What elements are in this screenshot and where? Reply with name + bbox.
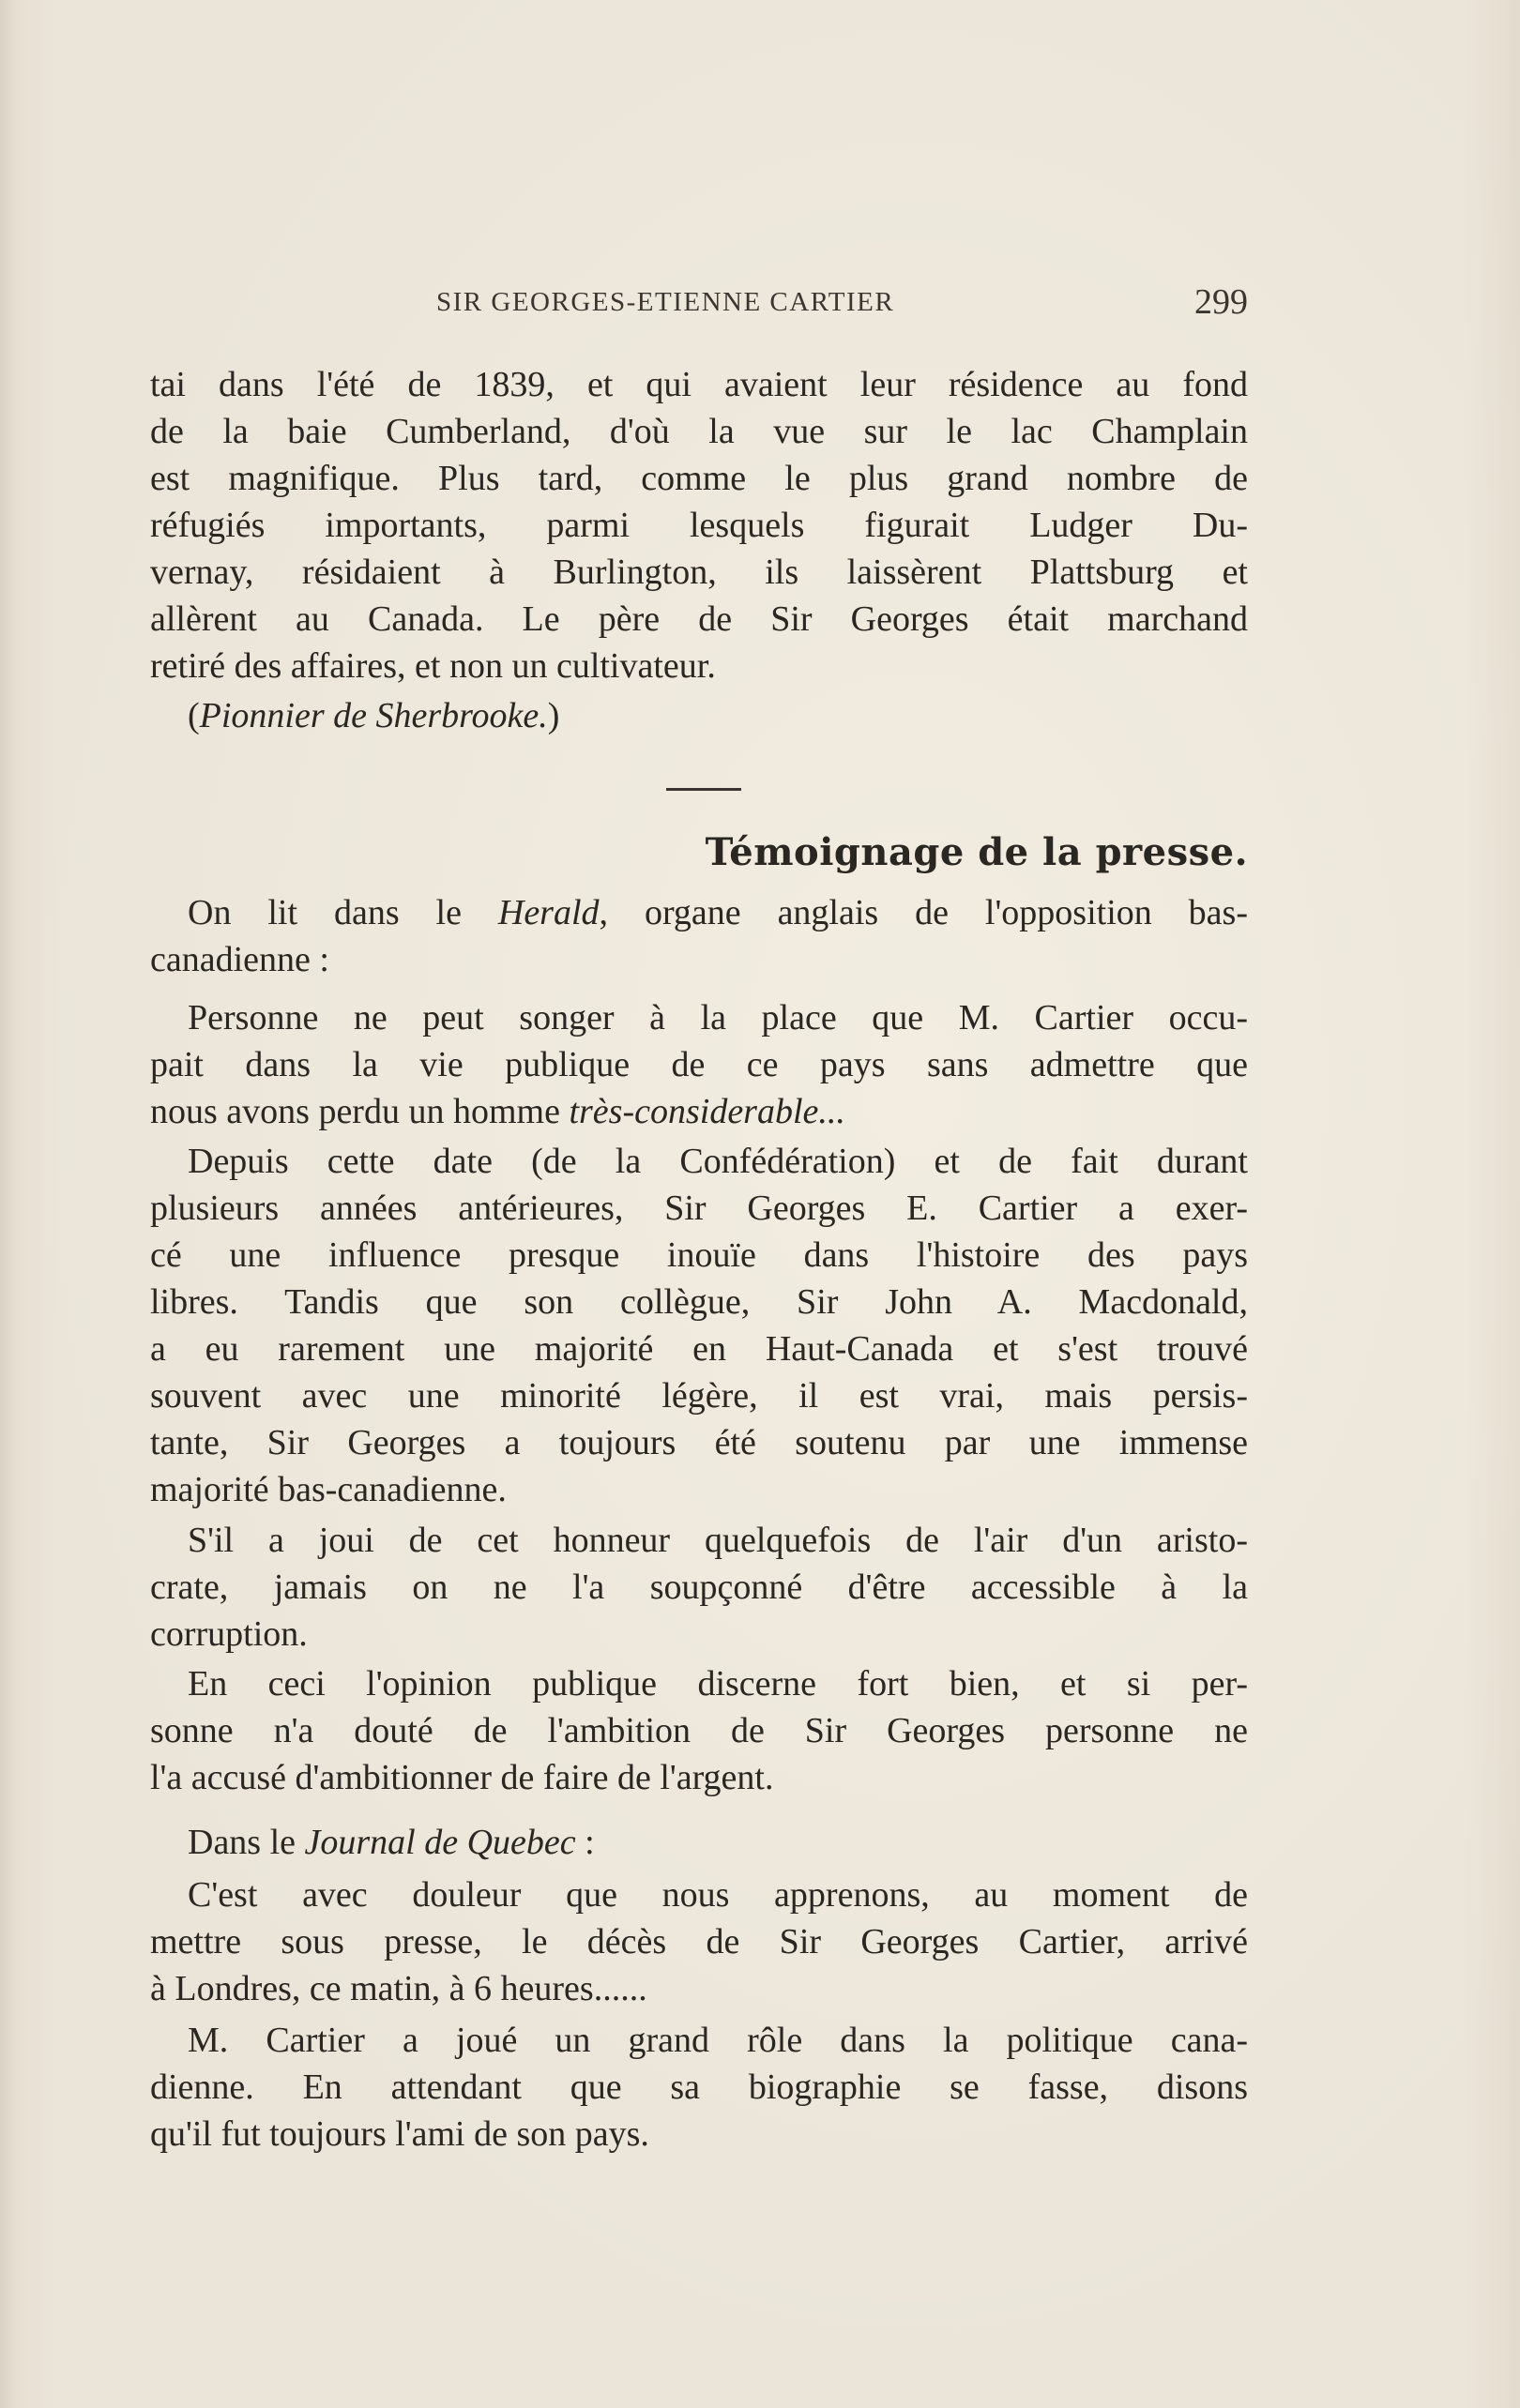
quote-herald-1 xyxy=(150,994,1248,1135)
text-line: de la baie Cumberland, d'où la vue sur le lac Champlain xyxy=(150,412,1248,451)
text-line: canadienne : xyxy=(150,940,329,979)
text-line: majorité bas-canadienne. xyxy=(150,1470,507,1509)
text-line: sonne n'a douté de l'ambition de Sir Georges personne ne xyxy=(150,1711,1248,1750)
running-title: SIR GEORGES-ETIENNE CARTIER xyxy=(436,287,895,317)
intro-text: : xyxy=(575,1823,595,1862)
quote-journal-1 xyxy=(150,1871,1248,2012)
text-line: C'est avec douleur que nous apprenons, au moment de xyxy=(188,1875,1248,1915)
text-line: plusieurs années antérieures, Sir Georges E. Cartier a exer- xyxy=(150,1189,1248,1228)
text-line xyxy=(150,1819,1248,1866)
citation-source xyxy=(188,692,559,739)
text-line: M. Cartier a joué un grand rôle dans la politique cana- xyxy=(188,2021,1248,2060)
quote-emphasis: très-considerable... xyxy=(569,1092,845,1131)
text-line: cé une influence presque inouïe dans l'histoire des pays xyxy=(150,1235,1248,1275)
intro-herald xyxy=(150,889,1248,983)
citation-open: ( xyxy=(188,696,200,735)
text-line: tante, Sir Georges a toujours été soutenu par une immense xyxy=(150,1423,1248,1462)
text-line: tai dans l'été de 1839, et qui avaient leur résidence au fond xyxy=(150,365,1248,404)
text-line xyxy=(150,889,1248,936)
quote-herald-3 xyxy=(150,1517,1248,1658)
text-line: pait dans la vie publique de ce pays sans admettre que xyxy=(150,1045,1248,1084)
intro-text: , organe anglais de l'opposition bas- xyxy=(599,893,1248,932)
quote-herald-4 xyxy=(150,1660,1248,1801)
intro-text: Dans le xyxy=(188,1823,305,1862)
quote-text: nous avons perdu un homme xyxy=(150,1092,570,1131)
text-line: l'a accusé d'ambitionner de faire de l'argent. xyxy=(150,1758,774,1797)
section-divider xyxy=(666,788,741,791)
intro-journal-quebec xyxy=(150,1819,1248,1866)
citation-title: Pionnier de Sherbrooke. xyxy=(199,696,548,735)
intro-text: On lit dans le xyxy=(188,893,498,932)
text-line xyxy=(150,1088,1248,1135)
text-line: libres. Tandis que son collègue, Sir John A. Macdonald, xyxy=(150,1282,1248,1322)
text-line: retiré des affaires, et non un cultivateur. xyxy=(150,646,716,686)
text-line: réfugiés importants, parmi lesquels figurait Ludger Du- xyxy=(150,506,1248,545)
text-line: est magnifique. Plus tard, comme le plus grand nombre de xyxy=(150,459,1248,498)
text-line: S'il a joui de cet honneur quelquefois de l'air d'un aristo- xyxy=(188,1521,1248,1560)
page-number: 299 xyxy=(1194,282,1248,322)
citation-close: ) xyxy=(547,696,560,735)
section-heading: Témoignage de la presse. xyxy=(705,830,1248,874)
paragraph-refugies xyxy=(150,361,1248,689)
herald-title: Herald xyxy=(497,893,600,932)
quote-journal-2 xyxy=(150,2017,1248,2158)
text-line: Personne ne peut songer à la place que M. Cartier occu- xyxy=(188,998,1248,1037)
text-line: qu'il fut toujours l'ami de son pays. xyxy=(150,2114,649,2154)
text-line: En ceci l'opinion publique discerne fort bien, et si per- xyxy=(188,1664,1248,1704)
text-line: souvent avec une minorité légère, il est vrai, mais persis- xyxy=(150,1376,1248,1416)
text-line: allèrent au Canada. Le père de Sir Georges était marchand xyxy=(150,599,1248,639)
text-line: dienne. En attendant que sa biographie se fasse, disons xyxy=(150,2067,1248,2107)
text-line: mettre sous presse, le décès de Sir Georges Cartier, arrivé xyxy=(150,1922,1248,1961)
text-line: vernay, résidaient à Burlington, ils laissèrent Plattsburg et xyxy=(150,553,1248,592)
text-line: corruption. xyxy=(150,1614,308,1654)
quote-herald-2 xyxy=(150,1138,1248,1513)
text-line: a eu rarement une majorité en Haut-Canada et s'est trouvé xyxy=(150,1329,1248,1369)
running-head xyxy=(150,281,1248,328)
text-line: à Londres, ce matin, à 6 heures...... xyxy=(150,1969,647,2008)
text-line: Depuis cette date (de la Confédération) et de fait durant xyxy=(188,1142,1248,1181)
text-line: crate, jamais on ne l'a soupçonné d'être accessible à la xyxy=(150,1567,1248,1607)
journal-title: Journal de Quebec xyxy=(304,1823,576,1862)
